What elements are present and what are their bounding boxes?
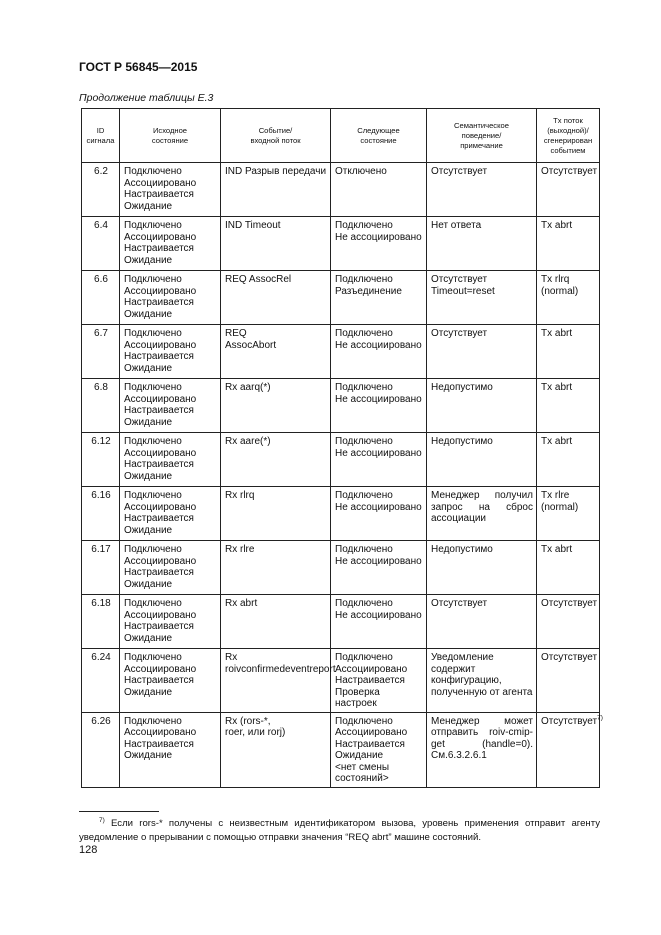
header-line: (выходной)/ [547,125,589,135]
cell-tx [537,271,600,325]
header-line: Событие/ [258,125,293,135]
header-next-state [331,109,427,163]
cell-initial-state-line: Ожидание [124,254,173,266]
cell-signal-id: 6.8 [82,379,120,433]
cell-tx [537,163,600,217]
cell-tx-text: Отсутствует [541,652,598,663]
cell-semantic [427,541,537,595]
cell-semantic [427,163,537,217]
cell-event-line: Rx rlrq [225,490,255,501]
cell-initial-state-line: Подключено [124,220,182,231]
cell-semantic-line: Недопустимо [431,436,493,447]
state-table [81,108,603,788]
cell-semantic-line: Менеджер получил запрос на сброс ассоциации [431,490,533,524]
table-row [82,163,600,217]
cell-initial-state-line: Ассоциировано [124,501,197,513]
table-row [82,433,600,487]
cell-semantic-line: Отсутствует [431,166,488,177]
cell-tx [537,433,600,487]
cell-tx-text: Tx abrt [541,382,573,393]
cell-semantic [427,217,537,271]
header-line: сигнала [86,135,115,145]
cell-next-state-line: Ассоциировано [335,727,408,738]
cell-signal-id: 6.16 [82,487,120,541]
cell-initial-state-line: Ожидание [124,200,173,212]
cell-initial-state-line: Ожидание [124,632,173,644]
cell-event [221,325,331,379]
cell-next-state [331,217,427,271]
cell-initial-state-line: Подключено [124,436,182,447]
cell-initial-state-line: Подключено [124,715,182,727]
cell-next-state-line: Не ассоциировано [335,231,422,243]
cell-event [221,649,336,713]
cell-initial-state [120,541,221,595]
cell-next-state-line: Ассоциировано [335,663,408,675]
table-row [82,487,600,541]
cell-initial-state-line: Ожидание [124,362,173,374]
cell-next-state [331,541,427,595]
cell-initial-state-line: Настраивается [124,513,194,524]
cell-next-state-line: Не ассоциировано [335,501,422,513]
cell-semantic [427,433,537,487]
footnote-rule [79,811,159,812]
header-line: Исходное [152,125,188,135]
cell-signal-id: 6.7 [82,325,120,379]
header-semantic [427,109,537,163]
cell-next-state-line: Ожидание [335,750,384,761]
cell-next-state-line: Не ассоциировано [335,393,422,405]
header-line: сгенерирован [543,135,593,145]
cell-next-state [331,379,427,433]
cell-signal-id: 6.12 [82,433,120,487]
cell-next-state [331,487,427,541]
cell-initial-state-line: Ожидание [124,470,173,482]
table-row [82,217,600,271]
cell-initial-state [120,712,221,787]
cell-semantic [427,595,537,649]
cell-event-line: Rx (rors-*, [225,715,271,727]
cell-initial-state-line: Ассоциировано [124,285,197,297]
cell-initial-state-line: Настраивается [124,405,194,416]
cell-next-state-line: Не ассоциировано [335,609,422,621]
cell-event [221,541,331,595]
cell-event-line: IND Timeout [225,220,281,231]
cell-event [221,163,331,217]
cell-tx [537,325,600,379]
cell-tx [537,712,603,787]
cell-tx-text: Tx rlrq (normal) [541,274,579,297]
cell-next-state-line: Разъединение [335,285,402,297]
cell-tx [537,379,600,433]
cell-signal-id: 6.17 [82,541,120,595]
cell-event [221,712,331,787]
cell-initial-state-line: Настраивается [124,297,194,308]
cell-tx [537,649,600,713]
cell-event-line: Rx abrt [225,598,258,609]
cell-next-state-line: Не ассоциировано [335,339,422,351]
cell-tx-text: Tx rlre (normal) [541,490,579,513]
cell-initial-state-line: Ассоциировано [124,609,197,621]
cell-initial-state-line: Ассоциировано [124,447,197,459]
header-initial-state [120,109,221,163]
table-caption: Продолжение таблицы Е.3 [79,92,214,104]
cell-initial-state-line: Ассоциировано [124,393,197,405]
cell-semantic-line: Отсутствует [431,328,488,339]
cell-initial-state-line: Подключено [124,490,182,501]
cell-initial-state-line: Настраивается [124,459,194,470]
cell-next-state-line: Подключено [335,715,393,727]
cell-initial-state-line: Ожидание [124,578,173,590]
cell-semantic-line: Timeout=reset [431,285,495,297]
cell-next-state-line: Подключено [335,652,393,663]
header-line: входной поток [250,135,301,145]
cell-next-state-line: Подключено [335,382,393,393]
cell-tx-text: Tx abrt [541,220,573,231]
cell-initial-state-line: Ожидание [124,686,173,698]
cell-event [221,271,331,325]
cell-event-line: IND Разрыв передачи [225,166,327,177]
cell-tx [537,487,600,541]
cell-initial-state-line: Настраивается [124,621,194,632]
cell-semantic-line: Отсутствует [431,598,488,609]
cell-next-state [331,649,427,713]
cell-next-state-line: Подключено [335,436,393,447]
header-line: событием [550,145,586,155]
table-row [82,379,600,433]
cell-initial-state [120,379,221,433]
table-row [82,712,600,787]
cell-initial-state [120,487,221,541]
cell-semantic [427,379,537,433]
cell-signal-id: 6.4 [82,217,120,271]
cell-semantic-line: Уведомление содержит конфигурацию, полученную от агента [431,652,533,698]
table-row [82,595,600,649]
cell-initial-state [120,217,221,271]
cell-initial-state-line: Ассоциировано [124,177,197,189]
cell-next-state-line: Подключено [335,598,393,609]
cell-event-line: Rx rlre [225,544,255,555]
cell-initial-state [120,325,221,379]
table-header-row [82,109,600,163]
cell-tx [537,541,600,595]
cell-initial-state-line: Подключено [124,166,182,177]
header-line: состояние [360,135,397,145]
cell-semantic [427,712,537,787]
cell-event [221,379,331,433]
header-event [221,109,331,163]
cell-event-line: Rx roivconfirmedeventreport [225,652,336,675]
cell-event-line: Rx aarq(*) [225,382,271,393]
cell-tx-text: Tx abrt [541,544,573,555]
cell-initial-state-line: Ожидание [124,524,173,536]
cell-event-line: roer, или rorj) [225,727,286,738]
cell-next-state-line: Проверка настроек [335,686,380,709]
table-row [82,649,600,713]
cell-semantic-line: Менеджер может отправить roiv-cmip-get (handle=0). См.6.3.2.6.1 [431,715,533,761]
cell-initial-state-line: Настраивается [124,675,194,686]
cell-next-state [331,712,427,787]
cell-next-state [331,325,427,379]
cell-initial-state [120,595,221,649]
header-line: ID [96,125,105,135]
cell-initial-state-line: Подключено [124,598,182,609]
header-line: Семантическое [454,120,509,130]
cell-semantic-line: Нет ответа [431,220,482,231]
header-line: примечание [460,140,503,150]
header-line: поведение/ [461,130,502,140]
cell-initial-state-line: Ассоциировано [124,727,197,738]
cell-initial-state-line: Подключено [124,652,182,663]
cell-semantic [427,271,537,325]
header-line: Следующее [357,125,400,135]
cell-initial-state-line: Ассоциировано [124,555,197,567]
cell-signal-id: 6.6 [82,271,120,325]
cell-event [221,217,331,271]
header-tx [537,109,600,163]
cell-semantic-line: Недопустимо [431,544,493,555]
cell-initial-state-line: Подключено [124,274,182,285]
cell-initial-state [120,271,221,325]
cell-initial-state-line: Настраивается [124,567,194,578]
page-number: 128 [79,844,98,856]
cell-event [221,433,331,487]
footnote-marker: 7) [99,816,105,824]
header-line: состояние [151,135,189,145]
cell-tx-text: Отсутствует [541,166,598,177]
cell-initial-state-line: Ожидание [124,308,173,320]
cell-event-line: REQ [225,328,247,339]
cell-initial-state [120,163,221,217]
cell-initial-state [120,433,221,487]
header-signal-id [82,109,120,163]
cell-semantic-line: Отсутствует [431,274,488,285]
cell-initial-state-line: Подключено [124,382,182,393]
cell-initial-state-line: Ожидание [124,750,173,761]
cell-initial-state-line: Ожидание [124,416,173,428]
cell-tx-text: Отсутствует [541,715,598,727]
cell-next-state-line: <нет смены состояний> [335,761,390,784]
cell-next-state-line: Отключено [335,166,387,177]
cell-initial-state-line: Подключено [124,544,182,555]
table-row [82,541,600,595]
cell-initial-state [120,649,221,713]
cell-next-state-line: Подключено [335,490,393,501]
cell-initial-state-line: Ассоциировано [124,339,197,351]
document-header: ГОСТ Р 56845—2015 [79,60,198,74]
cell-initial-state-line: Настраивается [124,189,194,200]
cell-semantic [427,487,537,541]
cell-event [221,487,331,541]
cell-next-state-line: Подключено [335,544,393,555]
cell-signal-id: 6.2 [82,163,120,217]
cell-next-state [331,271,427,325]
cell-next-state-line: Подключено [335,220,393,231]
footnote-ref: 7) [597,714,603,722]
cell-signal-id: 6.26 [82,712,120,787]
cell-next-state-line: Не ассоциировано [335,447,422,459]
cell-next-state-line: Не ассоциировано [335,555,422,567]
cell-next-state [331,163,427,217]
cell-tx [537,217,600,271]
cell-tx [537,595,600,649]
cell-initial-state-line: Ассоциировано [124,663,197,675]
table-row [82,271,600,325]
cell-initial-state-line: Настраивается [124,351,194,362]
cell-next-state-line: Настраивается [335,675,405,686]
cell-next-state [331,433,427,487]
cell-initial-state-line: Подключено [124,328,182,339]
cell-event [221,595,331,649]
footnote [79,817,600,845]
cell-tx-text: Tx abrt [541,436,573,447]
table-body [82,163,603,788]
cell-semantic [427,325,537,379]
cell-next-state [331,595,427,649]
cell-next-state-line: Подключено [335,274,393,285]
cell-initial-state-line: Настраивается [124,243,194,254]
header-line: Tx поток [553,115,583,125]
cell-initial-state-line: Ассоциировано [124,231,197,243]
cell-next-state-line: Настраивается [335,738,405,750]
cell-signal-id: 6.18 [82,595,120,649]
cell-event-line: Rx aare(*) [225,436,271,447]
table-row [82,325,600,379]
cell-tx-text: Отсутствует [541,598,598,609]
cell-event-line: REQ AssocRel [225,274,292,285]
cell-event-line: AssocAbort [225,339,277,351]
cell-tx-text: Tx abrt [541,328,573,339]
cell-semantic-line: Недопустимо [431,382,493,393]
cell-initial-state-line: Настраивается [124,738,194,750]
cell-next-state-line: Подключено [335,328,393,339]
cell-semantic [427,649,537,713]
footnote-text: Если rors-* получены с неизвестным идентификатором вызова, уровень применения отправит агенту уведомление о прерывании с помощью отправки значения “REQ abrt” машине состояний. [79,818,601,843]
cell-signal-id: 6.24 [82,649,120,713]
